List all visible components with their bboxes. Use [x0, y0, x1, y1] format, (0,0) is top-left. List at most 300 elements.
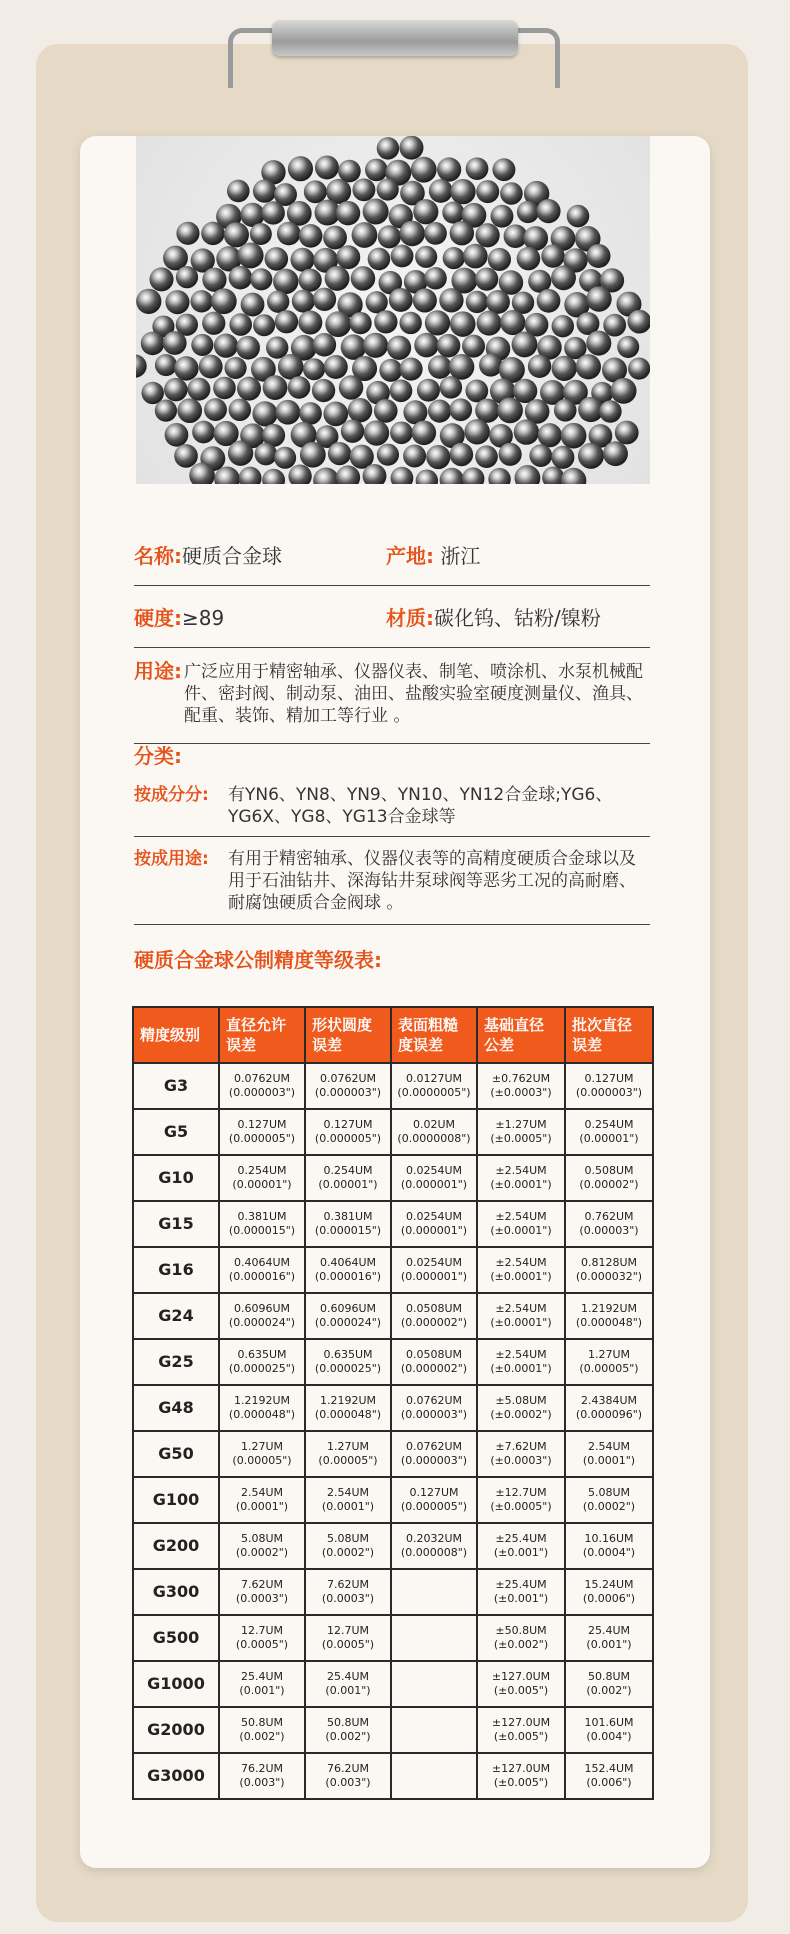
divider	[134, 836, 650, 837]
steel-ball	[364, 420, 389, 445]
value-inch: (0.004")	[586, 1730, 632, 1743]
value-inch: (0.0006")	[582, 1592, 636, 1605]
value-metric: 2.54UM	[587, 1440, 631, 1453]
steel-ball	[325, 266, 350, 291]
value-metric: 1.2192UM	[233, 1394, 291, 1407]
divider	[134, 924, 650, 925]
steel-ball	[177, 398, 202, 423]
steel-ball	[442, 202, 464, 224]
steel-ball	[450, 221, 474, 245]
value-inch: (0.001")	[325, 1684, 371, 1697]
steel-ball	[500, 310, 525, 335]
grade-cell: G16	[133, 1247, 219, 1293]
value-metric: 0.381UM	[237, 1210, 287, 1223]
steel-ball	[416, 469, 438, 484]
basic-diameter-cell	[477, 1063, 565, 1109]
value-inch: (0.001")	[586, 1638, 632, 1651]
value-metric: 0.254UM	[584, 1118, 634, 1131]
roundness-cell	[305, 1707, 391, 1753]
table-row	[133, 1293, 653, 1339]
steel-ball	[299, 402, 322, 425]
diameter-tolerance-cell	[219, 1109, 305, 1155]
header-grade: 精度级别	[133, 1007, 219, 1063]
steel-ball	[351, 266, 376, 291]
steel-ball	[192, 421, 215, 444]
value-inch: (0.000015")	[314, 1224, 382, 1237]
steel-ball	[213, 377, 236, 400]
table-row	[133, 1201, 653, 1247]
steel-ball	[428, 355, 452, 379]
value-inch: (0.0000005")	[397, 1086, 471, 1099]
value-metric: 76.2UM	[326, 1762, 370, 1775]
steel-ball	[328, 442, 351, 465]
table-row	[133, 1063, 653, 1109]
value-metric: 0.0762UM	[405, 1440, 463, 1453]
value-inch: (0.002")	[325, 1730, 371, 1743]
steel-ball	[299, 269, 322, 292]
value-inch: (0.000002")	[400, 1316, 468, 1329]
value-metric: 0.6096UM	[319, 1302, 377, 1315]
roundness-cell	[305, 1247, 391, 1293]
basic-diameter-cell	[477, 1247, 565, 1293]
value-metric: ±2.54UM	[495, 1210, 547, 1223]
diameter-tolerance-cell	[219, 1293, 305, 1339]
value-metric: ±25.4UM	[495, 1578, 547, 1591]
steel-ball	[517, 247, 541, 271]
steel-ball	[378, 225, 401, 248]
value-metric: 2.54UM	[240, 1486, 284, 1499]
value-inch: (±0.0001")	[490, 1270, 552, 1283]
steel-ball	[462, 335, 485, 358]
grade-cell: G48	[133, 1385, 219, 1431]
basic-diameter-cell	[477, 1753, 565, 1799]
steel-ball	[261, 201, 284, 224]
roundness-cell	[305, 1155, 391, 1201]
value-metric: 0.0508UM	[405, 1348, 463, 1361]
value-metric: 0.127UM	[323, 1118, 373, 1131]
steel-ball	[224, 357, 246, 379]
steel-ball	[476, 180, 499, 203]
steel-ball	[578, 443, 604, 469]
value-metric: 0.6096UM	[233, 1302, 291, 1315]
roundness-cell	[305, 1661, 391, 1707]
value-inch: (0.003")	[239, 1776, 285, 1789]
steel-ball	[191, 334, 213, 356]
steel-ball	[275, 400, 300, 425]
steel-ball	[368, 248, 391, 271]
steel-ball	[412, 420, 437, 445]
value-metric: 10.16UM	[584, 1532, 634, 1545]
steel-ball	[341, 334, 366, 359]
steel-ball	[300, 442, 326, 468]
steel-ball	[552, 315, 574, 337]
steel-ball	[399, 136, 423, 160]
steel-ball	[475, 445, 498, 468]
steel-ball	[190, 290, 212, 312]
steel-ball	[176, 222, 199, 245]
diameter-tolerance-cell	[219, 1339, 305, 1385]
value-inch: (0.00005")	[579, 1362, 639, 1375]
steel-ball	[250, 268, 272, 290]
value-metric: 0.0508UM	[405, 1302, 463, 1315]
steel-ball	[263, 375, 288, 400]
value-metric: 0.762UM	[584, 1210, 634, 1223]
roundness-cell	[305, 1063, 391, 1109]
value-inch: (±0.005")	[493, 1730, 549, 1743]
steel-ball	[615, 421, 639, 445]
value-inch: (0.001")	[239, 1684, 285, 1697]
value-metric: 2.4384UM	[580, 1394, 638, 1407]
value-metric: 0.2032UM	[405, 1532, 463, 1545]
steel-ball	[313, 467, 339, 484]
steel-ball	[541, 244, 564, 267]
steel-ball	[611, 378, 637, 404]
lot-diameter-cell	[565, 1477, 653, 1523]
table-row	[133, 1385, 653, 1431]
steel-ball	[440, 468, 464, 484]
table-row	[133, 1155, 653, 1201]
steel-ball	[499, 443, 522, 466]
diameter-tolerance-cell	[219, 1477, 305, 1523]
steel-ball	[514, 419, 539, 444]
steel-ball	[303, 358, 325, 380]
steel-ball	[278, 354, 304, 380]
roundness-cell	[305, 1385, 391, 1431]
steel-ball	[403, 444, 426, 467]
steel-ball	[536, 199, 560, 223]
grade-cell: G200	[133, 1523, 219, 1569]
lot-diameter-cell	[565, 1661, 653, 1707]
steel-ball	[348, 398, 372, 422]
roughness-cell	[391, 1431, 477, 1477]
table-header-row	[133, 1007, 653, 1063]
diameter-tolerance-cell	[219, 1247, 305, 1293]
steel-ball	[136, 289, 161, 314]
value-metric: 0.0762UM	[319, 1072, 377, 1085]
basic-diameter-cell	[477, 1155, 565, 1201]
steel-ball	[449, 354, 475, 380]
value-inch: (0.002")	[586, 1684, 632, 1697]
value-inch: (0.0002")	[582, 1500, 636, 1513]
basic-diameter-cell	[477, 1569, 565, 1615]
steel-ball	[339, 375, 363, 399]
lot-diameter-cell	[565, 1339, 653, 1385]
steel-ball	[576, 354, 601, 379]
steel-ball	[288, 156, 313, 181]
header-basic-diameter: 基础直径公差	[477, 1007, 565, 1063]
roughness-cell	[391, 1109, 477, 1155]
steel-ball	[390, 421, 413, 444]
clip-head	[272, 20, 518, 56]
steel-ball	[492, 158, 515, 181]
header-roughness: 表面粗糙度误差	[391, 1007, 477, 1063]
value-inch: (±0.0005")	[490, 1500, 552, 1513]
precision-grade-table	[132, 1006, 654, 1800]
value-metric: 0.0254UM	[405, 1256, 463, 1269]
value-inch: (0.000025")	[314, 1362, 382, 1375]
value-metric: 0.254UM	[323, 1164, 373, 1177]
diameter-tolerance-cell	[219, 1569, 305, 1615]
basic-diameter-cell	[477, 1661, 565, 1707]
steel-ball	[165, 423, 189, 447]
steel-ball	[377, 137, 399, 159]
diameter-tolerance-cell	[219, 1615, 305, 1661]
value-metric: ±5.08UM	[495, 1394, 547, 1407]
value-inch: (±0.005")	[493, 1684, 549, 1697]
roughness-cell	[391, 1569, 477, 1615]
steel-ball	[551, 446, 574, 469]
diameter-tolerance-cell	[219, 1201, 305, 1247]
steel-ball	[228, 441, 253, 466]
value-metric: 0.4064UM	[233, 1256, 291, 1269]
steel-ball	[475, 267, 498, 290]
value-metric: 0.0254UM	[405, 1164, 463, 1177]
steel-ball	[437, 157, 461, 181]
value-inch: (0.0005")	[321, 1638, 375, 1651]
steel-ball	[262, 469, 285, 484]
value-inch: (±0.001")	[493, 1546, 549, 1559]
steel-ball	[374, 399, 398, 423]
steel-ball	[265, 247, 289, 271]
grade-cell: G50	[133, 1431, 219, 1477]
steel-ball	[164, 378, 188, 402]
lot-diameter-cell	[565, 1569, 653, 1615]
value-metric: ±2.54UM	[495, 1164, 547, 1177]
roundness-cell	[305, 1293, 391, 1339]
steel-ball	[488, 248, 511, 271]
usage-label: 用途:	[134, 659, 182, 683]
value-inch: (0.0003")	[235, 1592, 289, 1605]
value-inch: (0.000001")	[400, 1178, 468, 1191]
roughness-cell	[391, 1155, 477, 1201]
basic-diameter-cell	[477, 1615, 565, 1661]
steel-ball	[477, 311, 502, 336]
value-inch: (0.0004")	[582, 1546, 636, 1559]
roundness-cell	[305, 1523, 391, 1569]
value-metric: ±1.27UM	[495, 1118, 547, 1131]
value-inch: (0.000016")	[314, 1270, 382, 1283]
steel-ball	[201, 222, 224, 245]
grade-cell: G2000	[133, 1707, 219, 1753]
info-row-hardness-material	[134, 586, 650, 648]
steel-ball	[141, 382, 163, 404]
value-metric: 0.0762UM	[233, 1072, 291, 1085]
classification-title: 分类:	[134, 744, 182, 768]
grade-cell: G100	[133, 1477, 219, 1523]
diameter-tolerance-cell	[219, 1707, 305, 1753]
diameter-tolerance-cell	[219, 1661, 305, 1707]
steel-ball	[475, 398, 499, 422]
steel-ball	[349, 312, 371, 334]
steel-ball	[586, 286, 611, 311]
lot-diameter-cell	[565, 1523, 653, 1569]
roundness-cell	[305, 1615, 391, 1661]
value-inch: (±0.0001")	[490, 1316, 552, 1329]
paper-sheet: 名称:硬质合金球 产地: 浙江 硬度:≥89 材质:碳化钨、钴粉/镍粉 用途: 广泛应用于精密轴承、仪器仪表、制笔、喷涂机、水泵机械配件、密封阀、制动泵、油田、盐酸实验室硬度测量仪、渔具、配重、装饰、精加工等行业 。 分类: 按成分分: 有YN6、YN8、YN9、YN10、YN12合金球;YG6、YG6X、YG8、YG13合金球等 按成用途: 有用于精密轴承、仪器仪表等的高精度硬质合金球以及用于石油钻井、深海钻井泵球阀等恶劣工况的高耐磨、耐腐蚀硬质合金阀球 。 硬质合金球公制精度等级表: 精度级别 直径允许误差 形状圆度误差 表面粗糙度误差 基础直径公差 批次直径误差 G3 0.0762UM (0.000003") 0.0762UM (0.000003") 0.0127UM (0.0000005") ±0.762UM (±0.0003") 0.127UM (0.000003") G5 0.127UM (0.000005") 0.127UM (0.000005") 0.02UM (0.0000008") ±1.27UM (±0.0005") 0.254UM (0.00001") G10 0.254UM (0.00001") 0.254UM (0.00001") 0.0254UM (0.000001") ±2.54UM (±0.0001") 0.508UM (0.00002") G15 0.381UM (0.000015") 0.381UM (0.000015") 0.0254UM (0.000001") ±2.54UM (±0.0001") 0.762UM (0.00003") G16 0.4064UM (0.000016") 0.4064UM (0.000016") 0.0254UM (0.000001") ±2.54UM (±0.0001") 0.8128UM (0.000032") G24 0.6096UM (0.000024") 0.6096UM (0.000024") 0.0508UM (0.000002") ±2.54UM (±0.0001") 1.2192UM (0.000048") G25 0.635UM (0.000025") 0.635UM (0.000025") 0.0508UM (0.000002") ±2.54UM (±0.0001") 1.27UM (0.00005") G48 1.2192UM (0.000048") 1.2192UM (0.000048") 0.0762UM (0.000003") ±5.08UM (±0.0002") 2.4384UM (0.000096") G50 1.27UM (0.00005") 1.27UM (0.00005") 0.0762UM (0.000003") ±7.62UM (±0.0003") 2.54UM (0.0001") G100 2.54UM (0.0001") 2.54UM (0.0001") 0.127UM (0.000005") ±12.7UM (±0.0005") 5.08UM (0.0002") G200 5.08UM (0.0002") 5.08UM (0.0002") 0.2032UM (0.000008") ±25.4UM (±0.001") 10.16UM (0.0004") G300 7.62UM (0.0003") 7.62UM (0.0003") ±25.4UM (±0.001") 15.24UM (0.0006") G500 12.7UM (0.0005") 12.7UM (0.0005") ±50.8UM (±0.002") 25.4UM (0.001") G1000 25.4UM (0.001") 25.4UM (0.001") ±127.0UM (±0.005") 50.8UM (0.002") G2000 50.8UM (0.002") 50.8UM (0.002") ±127.0UM (±0.005") 101.6UM (0.004") G3000 76.2UM (0.003") 76.2UM (0.003") ±127.0UM (±0.005") 152.4UM (0.006")	[80, 136, 710, 1868]
table-row	[133, 1523, 653, 1569]
steel-ball	[554, 399, 577, 422]
value-inch: (0.000025")	[228, 1362, 296, 1375]
steel-ball	[449, 398, 472, 421]
value-inch: (0.003")	[325, 1776, 371, 1789]
steel-ball	[324, 355, 348, 379]
diameter-tolerance-cell	[219, 1155, 305, 1201]
steel-ball	[315, 155, 339, 179]
steel-ball	[476, 223, 500, 247]
steel-ball	[299, 224, 323, 248]
value-inch: (0.000048")	[314, 1408, 382, 1421]
value-inch: (0.000008")	[400, 1546, 468, 1559]
value-inch: (0.00001")	[318, 1178, 378, 1191]
roughness-cell	[391, 1707, 477, 1753]
steel-ball	[292, 290, 315, 313]
value-inch: (±0.0003")	[490, 1454, 552, 1467]
roundness-cell	[305, 1753, 391, 1799]
steel-ball	[413, 199, 438, 224]
value-inch: (±0.0003")	[490, 1086, 552, 1099]
steel-ball	[424, 222, 447, 245]
grade-cell: G1000	[133, 1661, 219, 1707]
value-inch: (0.000002")	[400, 1362, 468, 1375]
steel-ball	[202, 268, 226, 292]
steel-ball	[325, 311, 351, 337]
lot-diameter-cell	[565, 1109, 653, 1155]
steel-ball	[603, 314, 626, 337]
value-metric: 25.4UM	[587, 1624, 631, 1637]
value-inch: (0.000016")	[228, 1270, 296, 1283]
value-inch: (0.0001")	[582, 1454, 636, 1467]
steel-ball	[443, 247, 465, 269]
usage-block	[134, 648, 650, 744]
steel-ball	[341, 419, 364, 442]
steel-ball	[561, 423, 587, 449]
value-metric: 0.0762UM	[405, 1394, 463, 1407]
table-row	[133, 1339, 653, 1385]
steel-ball	[464, 419, 489, 444]
steel-ball	[204, 398, 227, 421]
steel-ball	[277, 222, 301, 246]
steel-ball	[515, 465, 541, 484]
steel-ball	[617, 336, 639, 358]
roundness-cell	[305, 1201, 391, 1247]
value-metric: 101.6UM	[584, 1716, 634, 1729]
steel-ball	[587, 244, 611, 268]
steel-ball	[628, 357, 650, 379]
steel-ball	[298, 311, 322, 335]
value-metric: 0.254UM	[237, 1164, 287, 1177]
steel-ball	[538, 423, 562, 447]
value-metric: 1.27UM	[240, 1440, 284, 1453]
steel-ball	[426, 445, 450, 469]
value-metric: 2.54UM	[326, 1486, 370, 1499]
value-metric: 76.2UM	[240, 1762, 284, 1775]
steel-ball	[379, 359, 402, 382]
basic-diameter-cell	[477, 1707, 565, 1753]
value-inch: (0.000005")	[314, 1132, 382, 1145]
steel-ball	[414, 333, 439, 358]
value-inch: (0.00005")	[318, 1454, 378, 1467]
value-metric: 50.8UM	[240, 1716, 284, 1729]
steel-ball	[214, 334, 238, 358]
steel-ball	[466, 157, 489, 180]
steel-ball	[187, 378, 210, 401]
value-metric: 0.127UM	[237, 1118, 287, 1131]
value-metric: ±2.54UM	[495, 1302, 547, 1315]
steel-ball	[363, 199, 389, 225]
grade-cell: G25	[133, 1339, 219, 1385]
lot-diameter-cell	[565, 1247, 653, 1293]
steel-ball	[163, 331, 187, 355]
roughness-cell	[391, 1385, 477, 1431]
value-metric: ±127.0UM	[491, 1762, 551, 1775]
steel-ball	[174, 356, 198, 380]
value-inch: (±0.0001")	[490, 1178, 552, 1191]
basic-diameter-cell	[477, 1109, 565, 1155]
steel-ball	[352, 222, 378, 248]
steel-ball	[463, 244, 488, 269]
steel-ball	[528, 355, 551, 378]
value-metric: 7.62UM	[240, 1578, 284, 1591]
steel-ball	[323, 226, 347, 250]
value-inch: (0.000024")	[314, 1316, 382, 1329]
steel-ball	[241, 293, 265, 317]
steel-ball	[273, 269, 298, 294]
steel-ball	[399, 357, 422, 380]
steel-ball	[224, 222, 249, 247]
table-title: 硬质合金球公制精度等级表:	[134, 948, 382, 972]
basic-diameter-cell	[477, 1293, 565, 1339]
steel-ball	[486, 290, 510, 314]
steel-balls-image	[136, 136, 650, 484]
value-inch: (0.000003")	[575, 1086, 643, 1099]
steel-ball	[313, 288, 336, 311]
steel-ball	[202, 312, 225, 335]
value-inch: (±0.0002")	[490, 1408, 552, 1421]
steel-ball	[440, 376, 462, 398]
steel-ball	[237, 377, 261, 401]
product-material: 材质:碳化钨、钴粉/镍粉	[386, 606, 601, 630]
value-metric: ±2.54UM	[495, 1348, 547, 1361]
steel-ball	[338, 160, 361, 183]
value-inch: (0.000003")	[400, 1454, 468, 1467]
steel-ball	[149, 267, 173, 291]
value-inch: (0.0002")	[321, 1546, 375, 1559]
roughness-cell	[391, 1247, 477, 1293]
steel-ball	[288, 376, 311, 399]
value-metric: 12.7UM	[240, 1624, 284, 1637]
basic-diameter-cell	[477, 1523, 565, 1569]
steel-ball	[491, 205, 514, 228]
steel-ball	[586, 331, 611, 356]
steel-ball	[363, 333, 388, 358]
value-metric: ±12.7UM	[495, 1486, 547, 1499]
lot-diameter-cell	[565, 1431, 653, 1477]
roughness-cell	[391, 1063, 477, 1109]
basic-diameter-cell	[477, 1477, 565, 1523]
steel-ball	[551, 265, 576, 290]
steel-ball	[374, 310, 397, 333]
steel-ball	[312, 379, 335, 402]
roundness-cell	[305, 1569, 391, 1615]
product-hardness: 硬度:≥89	[134, 606, 225, 630]
steel-ball	[255, 443, 277, 465]
info-row-name-origin	[134, 524, 650, 586]
grade-cell: G10	[133, 1155, 219, 1201]
value-inch: (0.000003")	[400, 1408, 468, 1421]
value-inch: (0.0005")	[235, 1638, 289, 1651]
value-metric: 25.4UM	[326, 1670, 370, 1683]
steel-ball	[411, 157, 437, 183]
